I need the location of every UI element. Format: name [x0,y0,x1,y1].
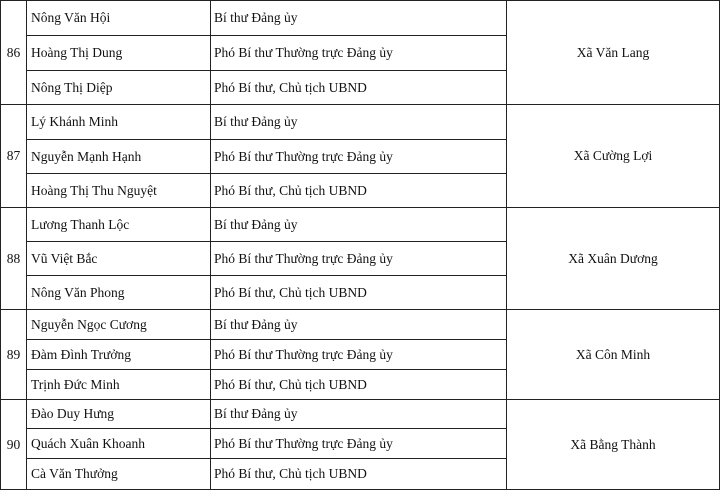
name-cell: Đàm Đình Trưởng [27,340,211,370]
position-cell: Phó Bí thư, Chủ tịch UBND [211,459,507,490]
name-cell: Hoàng Thị Thu Nguyệt [27,174,211,208]
table-row [1,208,720,242]
name-cell: Nguyễn Ngọc Cương [27,310,211,340]
row-number-cell: 88 [1,208,27,310]
unit-cell: Xã Bằng Thành [507,400,720,490]
name-cell: Nông Văn Phong [27,276,211,310]
position-cell: Bí thư Đảng ủy [211,310,507,340]
table-row [1,310,720,340]
position-cell: Phó Bí thư, Chủ tịch UBND [211,276,507,310]
name-cell: Hoàng Thị Dung [27,36,211,71]
row-number-cell: 90 [1,400,27,490]
name-cell: Cà Văn Thưởng [27,459,211,490]
unit-cell: Xã Văn Lang [507,1,720,105]
unit-cell: Xã Cường Lợi [507,105,720,208]
table-row [1,1,720,36]
name-cell: Quách Xuân Khoanh [27,429,211,459]
name-cell: Đào Duy Hưng [27,400,211,429]
position-cell: Bí thư Đảng ủy [211,208,507,242]
unit-cell: Xã Xuân Dương [507,208,720,310]
name-cell: Nông Thị Diệp [27,71,211,105]
position-cell: Bí thư Đảng ủy [211,105,507,140]
row-number-cell: 89 [1,310,27,400]
position-cell: Phó Bí thư Thường trực Đảng ủy [211,140,507,174]
table-row [1,400,720,429]
row-number-cell: 86 [1,1,27,105]
position-cell: Phó Bí thư Thường trực Đảng ủy [211,429,507,459]
position-cell: Bí thư Đảng ủy [211,1,507,36]
position-cell: Phó Bí thư Thường trực Đảng ủy [211,36,507,71]
unit-cell: Xã Côn Minh [507,310,720,400]
name-cell: Nông Văn Hội [27,1,211,36]
position-cell: Phó Bí thư, Chủ tịch UBND [211,370,507,400]
position-cell: Phó Bí thư, Chủ tịch UBND [211,71,507,105]
name-cell: Lương Thanh Lộc [27,208,211,242]
name-cell: Lý Khánh Minh [27,105,211,140]
name-cell: Nguyễn Mạnh Hạnh [27,140,211,174]
table-row [1,105,720,140]
position-cell: Phó Bí thư, Chủ tịch UBND [211,174,507,208]
name-cell: Trịnh Đức Minh [27,370,211,400]
row-number-cell: 87 [1,105,27,208]
position-cell: Phó Bí thư Thường trực Đảng ủy [211,242,507,276]
position-cell: Phó Bí thư Thường trực Đảng ủy [211,340,507,370]
name-cell: Vũ Việt Bắc [27,242,211,276]
position-cell: Bí thư Đảng ủy [211,400,507,429]
